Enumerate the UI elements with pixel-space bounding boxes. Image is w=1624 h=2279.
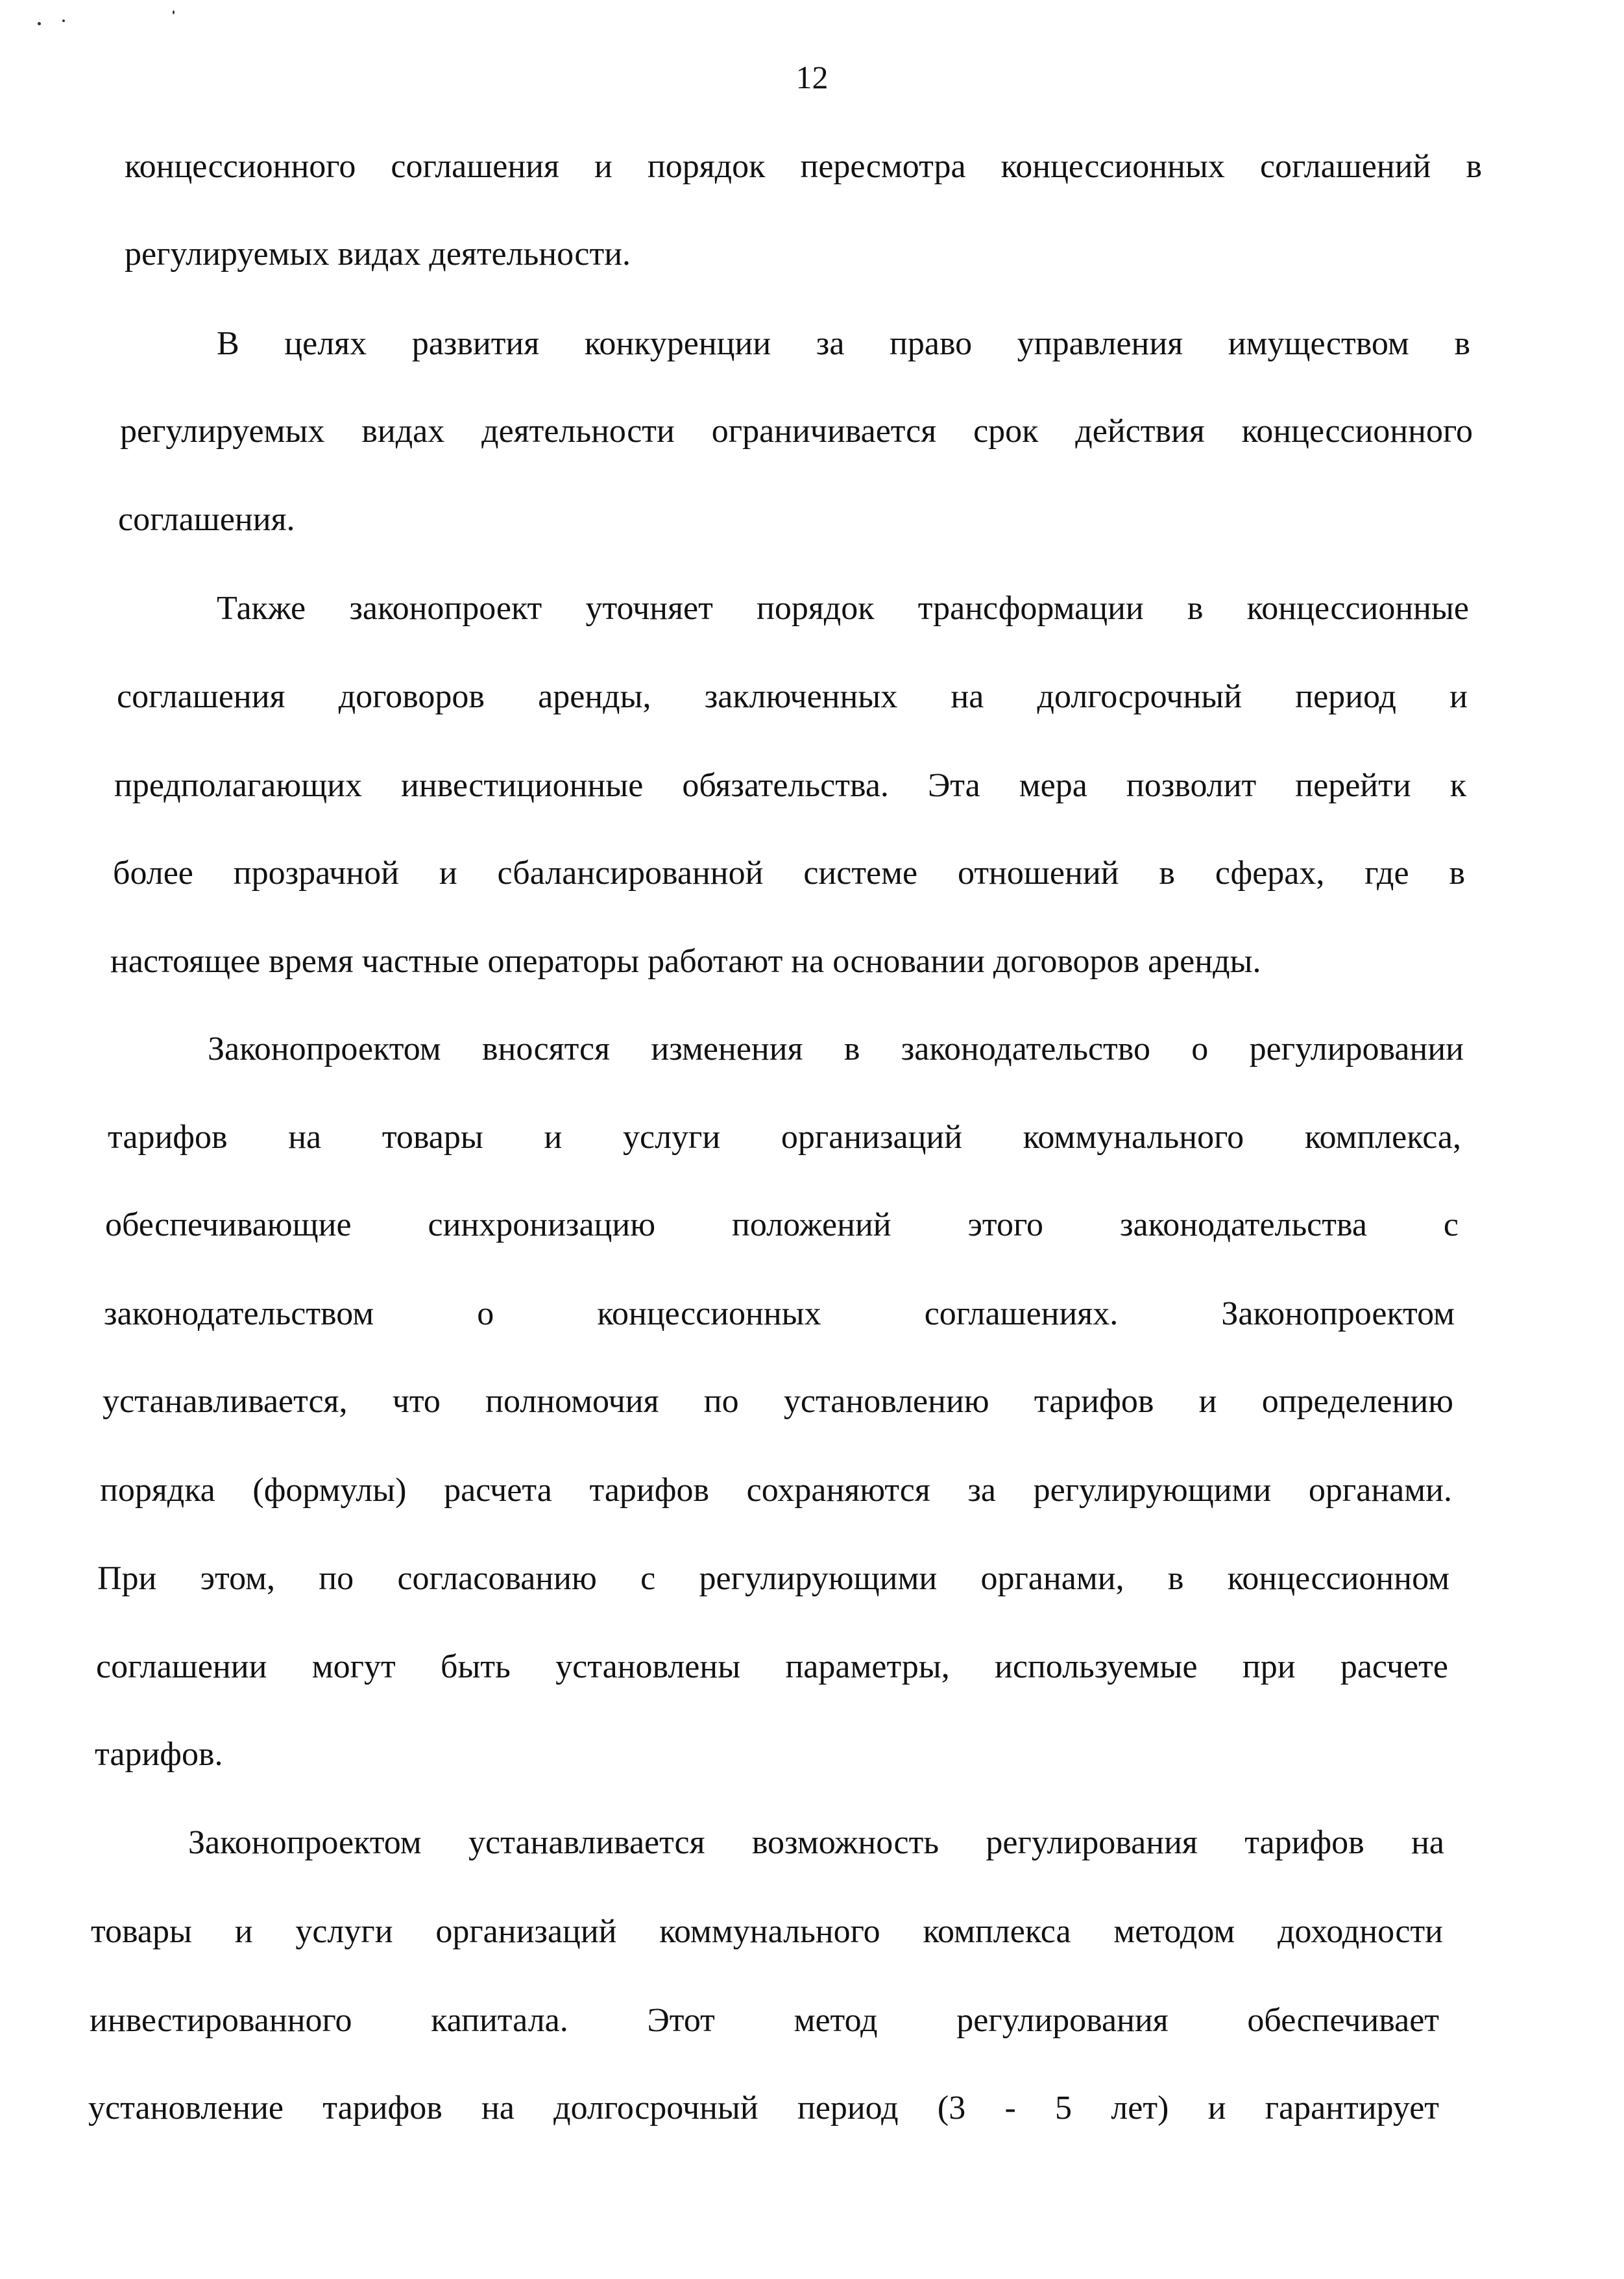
scan-speck xyxy=(173,10,175,14)
text-line: установление тарифов на долгосрочный период (3 - 5 лет) и гарантирует xyxy=(88,2090,1439,2127)
text-line: регулируемых видах деятельности ограничивается срок действия концессионного xyxy=(120,413,1473,450)
text-line: тарифов. xyxy=(95,1736,223,1773)
text-line: соглашения. xyxy=(118,501,295,538)
text-line: тарифов на товары и услуги организаций коммунального комплекса, xyxy=(108,1119,1461,1156)
text-line: настоящее время частные операторы работают на основании договоров аренды. xyxy=(110,943,1261,980)
scan-speck xyxy=(38,22,41,25)
text-line: соглашении могут быть установлены параметры, используемые при расчете xyxy=(96,1648,1448,1685)
text-line: соглашения договоров аренды, заключенных на долгосрочный период и xyxy=(117,678,1468,715)
text-line: обеспечивающие синхронизацию положений этого законодательства с xyxy=(105,1206,1459,1243)
text-line: Также законопроект уточняет порядок трансформации в концессионные xyxy=(217,590,1469,627)
scan-speck xyxy=(62,19,65,22)
text-line: предполагающих инвестиционные обязательства. Эта мера позволит перейти к xyxy=(114,767,1466,804)
text-line: инвестированного капитала. Этот метод регулирования обеспечивает xyxy=(90,2002,1439,2039)
text-line: устанавливается, что полномочия по установлению тарифов и определению xyxy=(103,1383,1453,1420)
page-number: 12 xyxy=(795,59,829,95)
text-line: законодательством о концессионных соглашениях. Законопроектом xyxy=(104,1295,1455,1332)
text-line: товары и услуги организаций коммунального комплекса методом доходности xyxy=(91,1913,1443,1950)
text-line: Законопроектом вносятся изменения в законодательство о регулировании xyxy=(208,1030,1464,1067)
text-line: порядка (формулы) расчета тарифов сохраняются за регулирующими органами. xyxy=(100,1472,1452,1509)
text-line: регулируемых видах деятельности. xyxy=(125,236,631,273)
text-line: концессионного соглашения и порядок пересмотра концессионных соглашений в xyxy=(125,148,1482,185)
text-line: Законопроектом устанавливается возможность регулирования тарифов на xyxy=(188,1824,1444,1861)
text-line: При этом, по согласованию с регулирующими органами, в концессионном xyxy=(97,1560,1449,1597)
text-line: более прозрачной и сбалансированной системе отношений в сферах, где в xyxy=(113,855,1465,892)
text-line: В целях развития конкуренции за право управления имуществом в xyxy=(217,325,1470,362)
